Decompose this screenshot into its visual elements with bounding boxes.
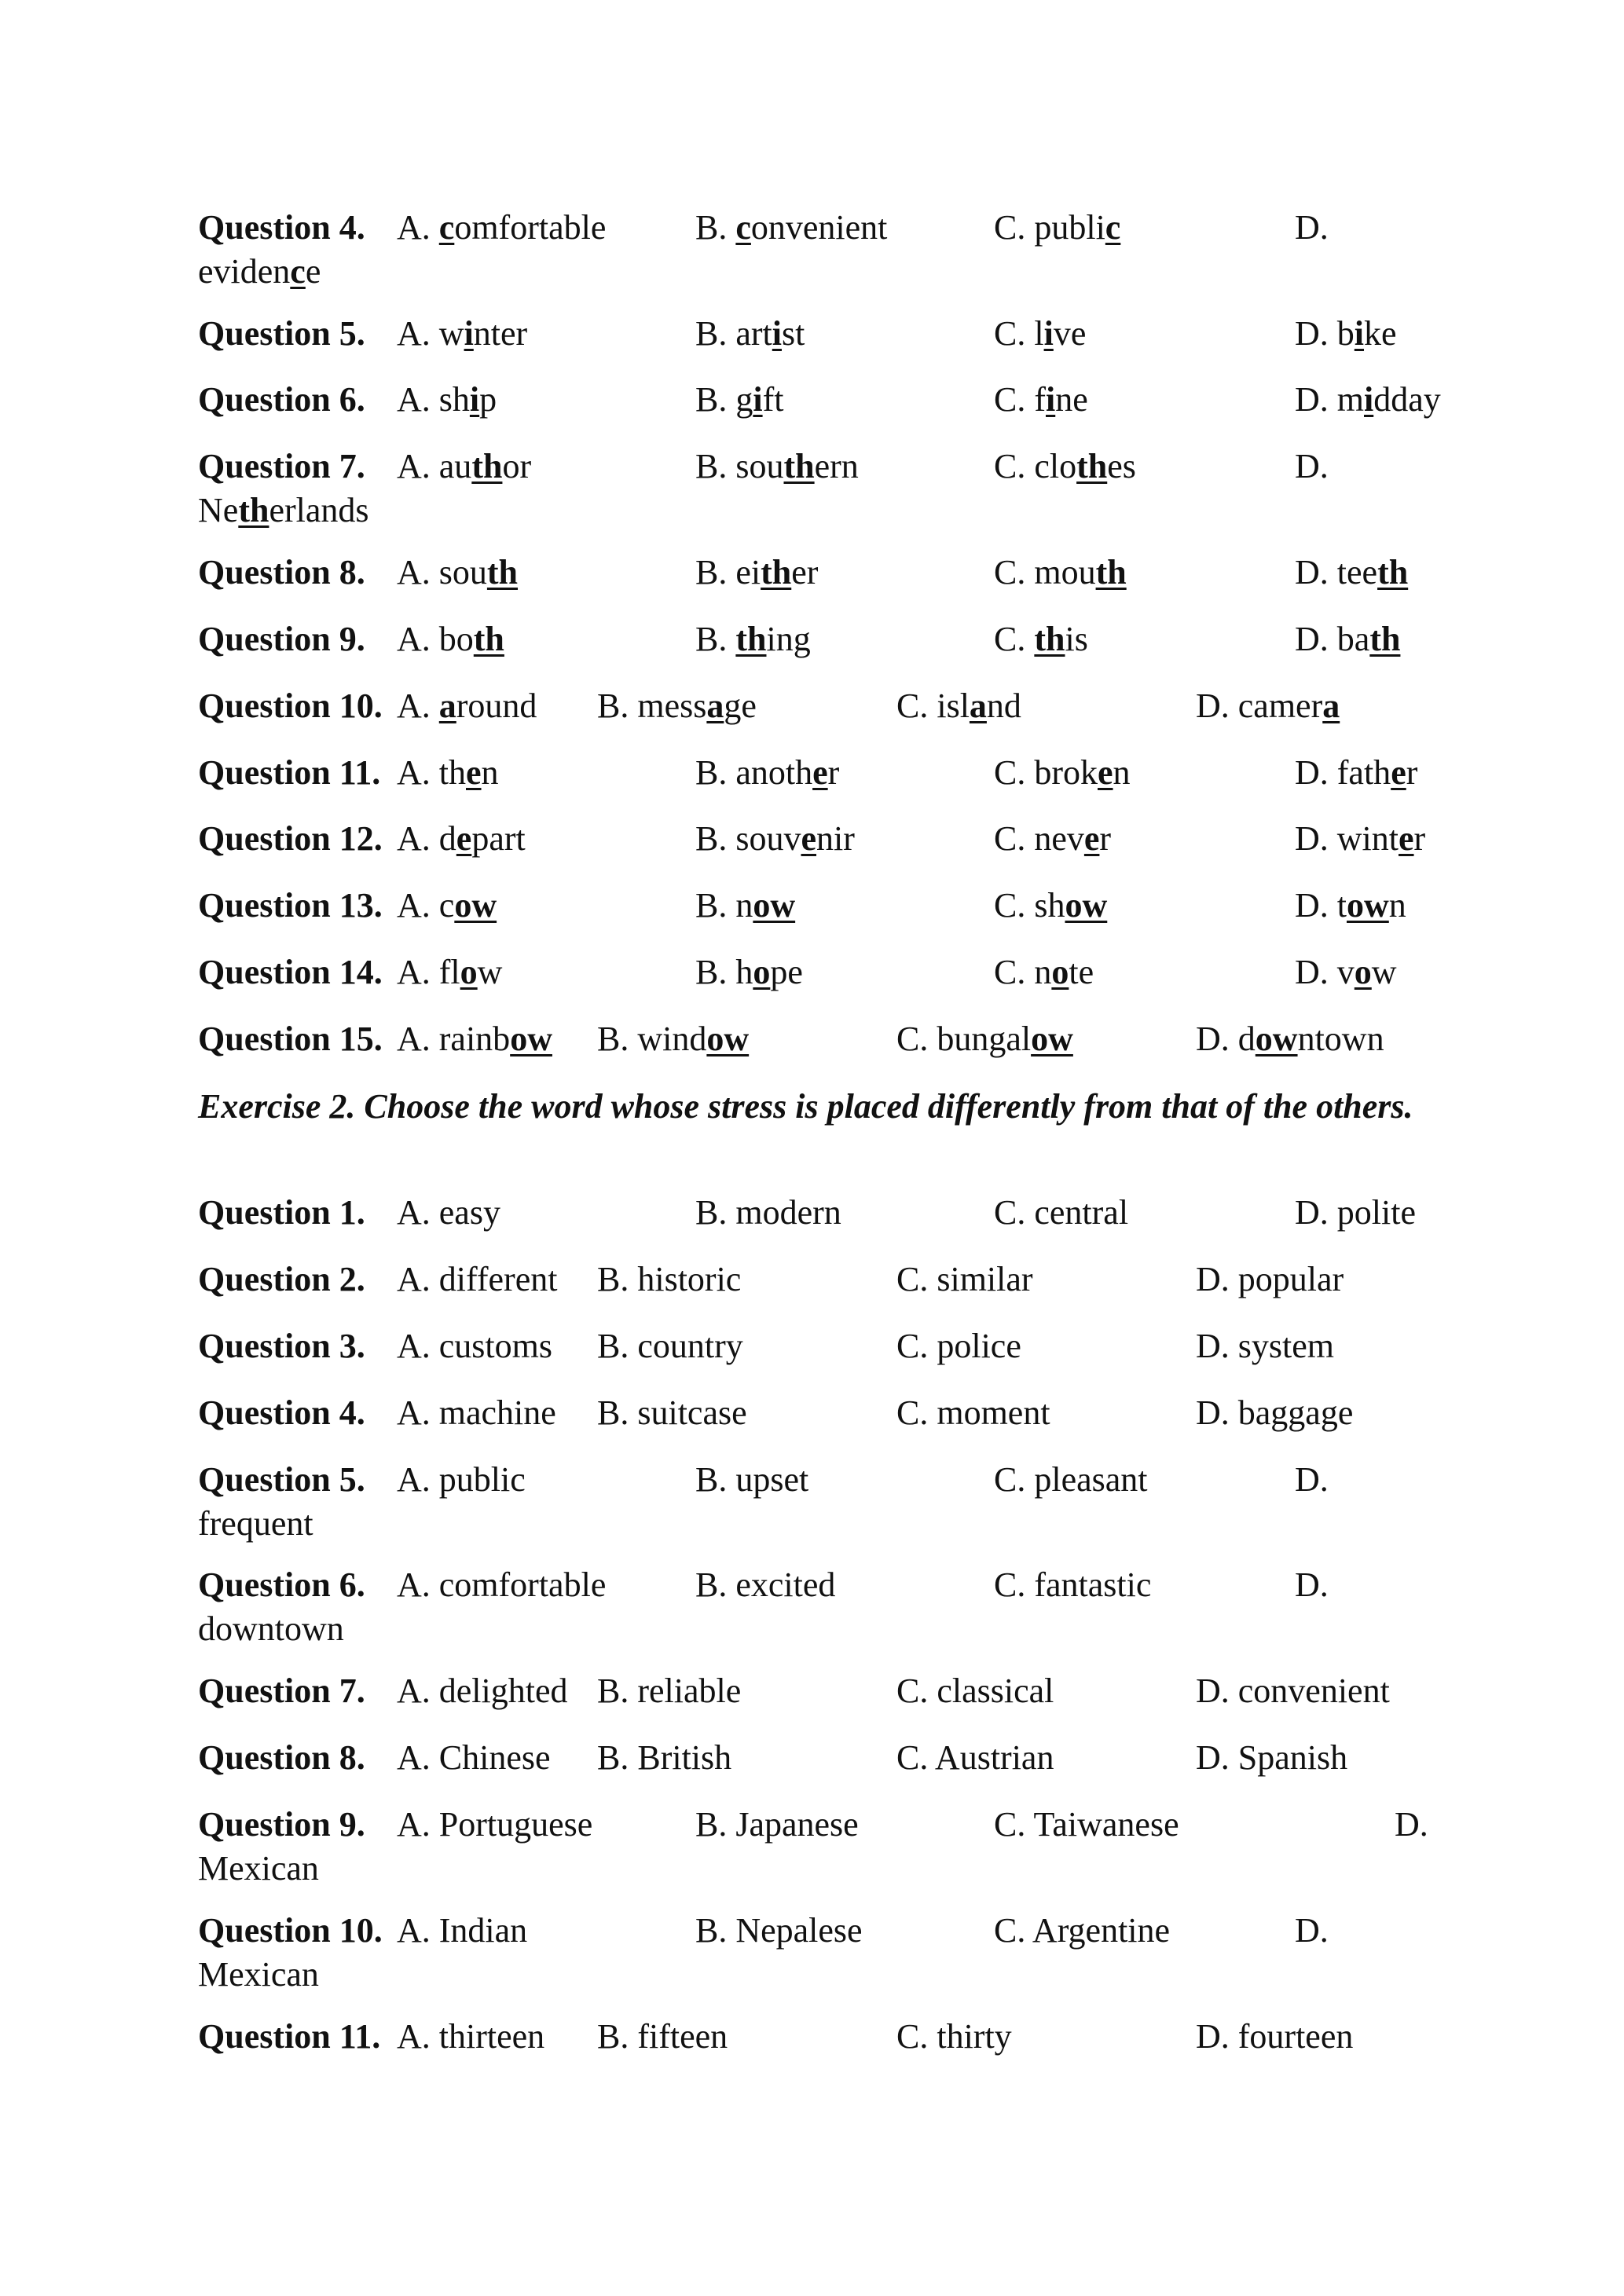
answer-option-d[interactable] [1295, 884, 1406, 928]
option-text: C. brok [994, 753, 1098, 792]
answer-option-b[interactable] [597, 684, 757, 728]
answer-option-a[interactable] [397, 751, 499, 795]
question-label: Question 8. [198, 1738, 365, 1777]
option-text: A. rainb [397, 1020, 511, 1058]
highlighted-letters: a [1322, 687, 1340, 725]
answer-option-d[interactable] [1295, 445, 1329, 489]
answer-option-a[interactable] [397, 312, 527, 356]
option-text: A. [397, 687, 439, 725]
highlighted-letters: ow [1347, 886, 1389, 925]
option-text: D. t [1295, 886, 1347, 925]
answer-option-c[interactable]: C. pleasant [994, 1460, 1148, 1499]
answer-option-d[interactable] [1295, 551, 1408, 595]
wrapped-option-text: frequent [198, 1504, 313, 1543]
option-text: p [479, 380, 497, 419]
highlighted-letters: i [1043, 314, 1054, 353]
option-text: e [305, 252, 321, 291]
highlighted-letters: o [460, 953, 478, 991]
highlighted-letters: th [473, 620, 504, 658]
highlighted-letters: c [290, 252, 306, 291]
answer-option-a[interactable] [397, 950, 502, 994]
option-text: C. publi [994, 208, 1105, 247]
option-text: B. anoth [695, 753, 813, 792]
option-text: r [1406, 753, 1418, 792]
question-label: Question 6. [198, 1565, 365, 1604]
answer-option-c[interactable] [994, 206, 1120, 250]
option-text: A. sh [397, 380, 470, 419]
question-label: Question 6. [198, 380, 365, 419]
option-text: omfortable [454, 208, 607, 247]
highlighted-letters: i [1354, 314, 1365, 353]
highlighted-letters: e [466, 753, 482, 792]
answer-option-d[interactable] [1295, 617, 1400, 661]
highlighted-letters: o [1051, 953, 1069, 991]
option-text: C. nev [994, 819, 1084, 858]
option-text: A. c [397, 886, 455, 925]
option-text: D. camer [1196, 687, 1323, 725]
option-text: B. sou [695, 447, 784, 485]
answer-option-a[interactable]: A. thirteen [397, 2017, 545, 2056]
question-label: Question 7. [198, 447, 365, 485]
answer-option-b[interactable]: B. Nepalese [695, 1911, 863, 1950]
wrapped-option-text: Mexican [198, 1955, 319, 1994]
answer-option-c[interactable] [994, 617, 1088, 661]
highlighted-letters: ow [706, 1020, 750, 1058]
answer-option-c[interactable]: C. classical [896, 1672, 1054, 1710]
option-text: n [1388, 886, 1406, 925]
answer-option-c[interactable]: C. thirty [896, 2017, 1012, 2056]
answer-option-a[interactable]: A. Indian [397, 1911, 528, 1950]
option-text: st [782, 314, 805, 353]
answer-option-b[interactable] [695, 751, 839, 795]
answer-option-c[interactable] [994, 378, 1088, 422]
highlighted-letters: o [1354, 953, 1372, 991]
question-label: Question 11. [198, 753, 381, 792]
option-text: r [1099, 819, 1112, 858]
option-text: round [456, 687, 537, 725]
answer-option-a[interactable] [397, 684, 537, 728]
answer-option-a[interactable]: A. Chinese [397, 1738, 551, 1777]
highlighted-letters: i [1364, 380, 1374, 419]
option-text: ke [1364, 314, 1397, 353]
highlighted-letters: a [706, 687, 724, 725]
option-text: r [1413, 819, 1426, 858]
highlighted-letters: a [438, 687, 456, 725]
highlighted-letters: e [456, 819, 472, 858]
highlighted-letters: i [464, 314, 474, 353]
option-text: n [1113, 753, 1131, 792]
highlighted-letters: e [812, 753, 828, 792]
answer-option-d[interactable]: D. [1395, 1805, 1428, 1844]
answer-option-d[interactable] [1295, 950, 1397, 994]
option-text: w [1371, 953, 1397, 991]
answer-option-a[interactable]: A. customs [397, 1327, 552, 1365]
option-text: A. [397, 208, 439, 247]
option-text: B. wind [597, 1020, 707, 1058]
option-text: A. bo [397, 620, 474, 658]
option-text: B. n [695, 886, 753, 925]
answer-option-b[interactable]: B. excited [695, 1565, 836, 1604]
answer-option-d[interactable] [1196, 1017, 1384, 1061]
answer-option-d[interactable]: D. fourteen [1196, 2017, 1354, 2056]
highlighted-letters: a [969, 687, 987, 725]
question-label: Question 10. [198, 687, 383, 725]
option-text: ing [766, 620, 811, 658]
answer-option-c[interactable]: C. Argentine [994, 1911, 1171, 1950]
wrapped-option-text: Mexican [198, 1849, 319, 1888]
question-label: Question 15. [198, 1020, 383, 1058]
highlighted-letters: i [1046, 380, 1056, 419]
answer-option-a[interactable] [397, 884, 497, 928]
answer-option-c[interactable]: C. police [896, 1327, 1021, 1365]
answer-option-d[interactable]: D. [1295, 1565, 1329, 1604]
option-text: C. clo [994, 447, 1077, 485]
option-text: D. tee [1295, 553, 1378, 591]
answer-option-c[interactable]: C. Taiwanese [994, 1805, 1179, 1844]
question-label: Question 3. [198, 1327, 365, 1365]
answer-option-b[interactable] [695, 206, 887, 250]
option-text: A. th [397, 753, 466, 792]
answer-option-b[interactable] [695, 950, 803, 994]
highlighted-letters: c [735, 208, 751, 247]
wrapped-option-text [198, 489, 369, 533]
question-label: Question 4. [198, 208, 365, 247]
answer-option-d[interactable] [1196, 684, 1340, 728]
highlighted-letters: o [753, 953, 771, 991]
highlighted-letters: e [1083, 819, 1100, 858]
wrapped-option-text: downtown [198, 1609, 344, 1648]
answer-option-a[interactable]: A. comfortable [397, 1565, 607, 1604]
highlighted-letters: ow [510, 1020, 552, 1058]
highlighted-letters: th [1034, 620, 1065, 658]
answer-option-c[interactable]: C. Austrian [896, 1738, 1054, 1777]
question-label: Question 9. [198, 1805, 365, 1844]
highlighted-letters: th [486, 553, 519, 591]
option-text: B. h [695, 953, 753, 991]
option-text: C. isl [896, 687, 970, 725]
answer-option-d[interactable] [1295, 817, 1425, 861]
answer-option-d[interactable] [1295, 312, 1397, 356]
answer-option-c[interactable]: C. central [994, 1193, 1129, 1232]
option-text: nir [816, 819, 855, 858]
option-text: ne [1055, 380, 1088, 419]
highlighted-letters: e [1098, 753, 1113, 792]
option-text: B. mess [597, 687, 707, 725]
answer-option-d[interactable]: D. [1295, 1911, 1329, 1950]
highlighted-letters: th [1369, 620, 1401, 658]
highlighted-letters: th [1076, 447, 1108, 485]
answer-option-c[interactable] [994, 950, 1094, 994]
question-label: Question 5. [198, 1460, 365, 1499]
option-text: ve [1053, 314, 1087, 353]
answer-option-d[interactable] [1295, 378, 1441, 422]
answer-option-b[interactable] [695, 312, 805, 356]
option-text: D. ba [1295, 620, 1370, 658]
answer-option-a[interactable] [397, 617, 504, 661]
highlighted-letters: ow [1031, 1020, 1073, 1058]
option-text: C. n [994, 953, 1052, 991]
question-label: Question 9. [198, 620, 365, 658]
answer-option-b[interactable]: B. suitcase [597, 1393, 747, 1432]
answer-option-c[interactable] [994, 551, 1127, 595]
highlighted-letters: e [1399, 819, 1414, 858]
highlighted-letters: th [471, 447, 503, 485]
option-text: A. d [397, 819, 456, 858]
highlighted-letters: th [761, 553, 792, 591]
answer-option-d[interactable]: D. popular [1196, 1260, 1344, 1298]
option-text: C. [994, 620, 1035, 658]
answer-option-b[interactable]: B. country [597, 1327, 743, 1365]
answer-option-d[interactable]: D. convenient [1196, 1672, 1390, 1710]
answer-option-b[interactable] [695, 817, 855, 861]
option-text: te [1069, 953, 1094, 991]
answer-option-b[interactable] [695, 445, 859, 489]
option-text: D. d [1196, 1020, 1256, 1058]
answer-option-c[interactable] [994, 445, 1136, 489]
answer-option-b[interactable]: B. British [597, 1738, 732, 1777]
question-label: Question 13. [198, 886, 383, 925]
option-text: ntown [1297, 1020, 1384, 1058]
answer-option-a[interactable] [397, 817, 526, 861]
answer-option-c[interactable] [994, 751, 1131, 795]
option-text: B. g [695, 380, 753, 419]
answer-option-c[interactable] [994, 817, 1111, 861]
answer-option-d[interactable]: D. [1295, 1460, 1329, 1499]
option-text: D. m [1295, 380, 1364, 419]
answer-option-c[interactable] [896, 1017, 1073, 1061]
question-label: Question 12. [198, 819, 383, 858]
option-text: C. bungal [896, 1020, 1032, 1058]
option-text: erlands [269, 491, 369, 529]
answer-option-a[interactable]: A. public [397, 1460, 526, 1499]
option-text: ern [814, 447, 859, 485]
highlighted-letters: ow [1255, 1020, 1298, 1058]
option-text: B. souv [695, 819, 801, 858]
option-text: B. [695, 620, 736, 658]
option-text: er [791, 553, 819, 591]
question-label: Question 8. [198, 553, 365, 591]
highlighted-letters: ow [1065, 886, 1108, 925]
answer-option-d[interactable] [1295, 206, 1329, 250]
option-text: w [477, 953, 503, 991]
answer-option-a[interactable] [397, 445, 531, 489]
answer-option-b[interactable] [695, 378, 783, 422]
answer-option-c[interactable] [994, 312, 1086, 356]
highlighted-letters: c [1105, 208, 1121, 247]
answer-option-c[interactable]: C. moment [896, 1393, 1050, 1432]
option-text: D. [1295, 208, 1329, 247]
highlighted-letters: th [1377, 553, 1409, 591]
answer-option-b[interactable]: B. Japanese [695, 1805, 859, 1844]
exercise-heading: Exercise 2. Choose the word whose stress is placed differently from that of the others. [198, 1087, 1413, 1126]
option-text: A. fl [397, 953, 460, 991]
option-text: B. [695, 208, 736, 247]
option-text: nd [986, 687, 1021, 725]
answer-option-b[interactable] [695, 884, 795, 928]
option-text: ft [762, 380, 784, 419]
answer-option-d[interactable] [1295, 751, 1417, 795]
question-label: Question 14. [198, 953, 383, 991]
answer-option-d[interactable]: D. system [1196, 1327, 1334, 1365]
option-text: D. [1295, 447, 1329, 485]
answer-option-a[interactable] [397, 551, 518, 595]
question-label: Question 1. [198, 1193, 365, 1232]
highlighted-letters: c [438, 208, 455, 247]
option-text: n [481, 753, 499, 792]
question-label: Question 7. [198, 1672, 365, 1710]
answer-option-d[interactable]: D. Spanish [1196, 1738, 1348, 1777]
option-text: dday [1373, 380, 1441, 419]
option-text: onvenient [750, 208, 888, 247]
answer-option-c[interactable] [994, 884, 1107, 928]
question-label: Question 5. [198, 314, 365, 353]
highlighted-letters: i [469, 380, 480, 419]
option-text: r [827, 753, 840, 792]
option-text: C. l [994, 314, 1044, 353]
option-text: A. w [397, 314, 464, 353]
option-text: part [471, 819, 526, 858]
option-text: nter [473, 314, 528, 353]
option-text: C. sh [994, 886, 1065, 925]
answer-option-a[interactable] [397, 1017, 552, 1061]
highlighted-letters: ow [454, 886, 497, 925]
answer-option-c[interactable]: C. similar [896, 1260, 1033, 1298]
answer-option-b[interactable]: B. reliable [597, 1672, 742, 1710]
option-text: eviden [198, 252, 291, 291]
option-text: or [502, 447, 532, 485]
option-text: B. ei [695, 553, 761, 591]
answer-option-a[interactable]: A. machine [397, 1393, 556, 1432]
option-text: A. au [397, 447, 472, 485]
option-text: es [1107, 447, 1136, 485]
answer-option-c[interactable]: C. fantastic [994, 1565, 1152, 1604]
option-text: C. f [994, 380, 1046, 419]
highlighted-letters: th [1095, 553, 1127, 591]
answer-option-a[interactable] [397, 206, 606, 250]
highlighted-letters: th [783, 447, 815, 485]
highlighted-letters: e [801, 819, 817, 858]
option-text: D. fath [1295, 753, 1391, 792]
answer-option-a[interactable]: A. delighted [397, 1672, 568, 1710]
option-text: ge [724, 687, 757, 725]
answer-option-b[interactable]: B. upset [695, 1460, 809, 1499]
highlighted-letters: ow [753, 886, 796, 925]
question-label: Question 10. [198, 1911, 383, 1950]
question-label: Question 2. [198, 1260, 365, 1298]
answer-option-b[interactable]: B. fifteen [597, 2017, 728, 2056]
answer-option-a[interactable] [397, 378, 497, 422]
option-text: Ne [198, 491, 239, 529]
option-text: is [1065, 620, 1088, 658]
question-label: Question 4. [198, 1393, 365, 1432]
answer-option-b[interactable]: B. modern [695, 1193, 841, 1232]
option-text: A. sou [397, 553, 487, 591]
option-text: D. v [1295, 953, 1355, 991]
highlighted-letters: e [1391, 753, 1406, 792]
highlighted-letters: i [772, 314, 782, 353]
option-text: pe [770, 953, 803, 991]
highlighted-letters: th [238, 491, 269, 529]
option-text: D. wint [1295, 819, 1399, 858]
answer-option-b[interactable]: B. historic [597, 1260, 742, 1298]
answer-option-d[interactable]: D. polite [1295, 1193, 1416, 1232]
answer-option-a[interactable]: A. Portuguese [397, 1805, 593, 1844]
wrapped-option-text [198, 250, 321, 294]
answer-option-b[interactable] [695, 551, 818, 595]
question-label: Question 11. [198, 2017, 381, 2056]
highlighted-letters: th [735, 620, 767, 658]
answer-option-b[interactable] [597, 1017, 749, 1061]
answer-option-a[interactable]: A. easy [397, 1193, 500, 1232]
answer-option-b[interactable] [695, 617, 811, 661]
answer-option-c[interactable] [896, 684, 1021, 728]
option-text: B. art [695, 314, 772, 353]
highlighted-letters: i [753, 380, 763, 419]
answer-option-a[interactable]: A. different [397, 1260, 558, 1298]
option-text: D. b [1295, 314, 1355, 353]
option-text: C. mou [994, 553, 1096, 591]
answer-option-d[interactable]: D. baggage [1196, 1393, 1354, 1432]
